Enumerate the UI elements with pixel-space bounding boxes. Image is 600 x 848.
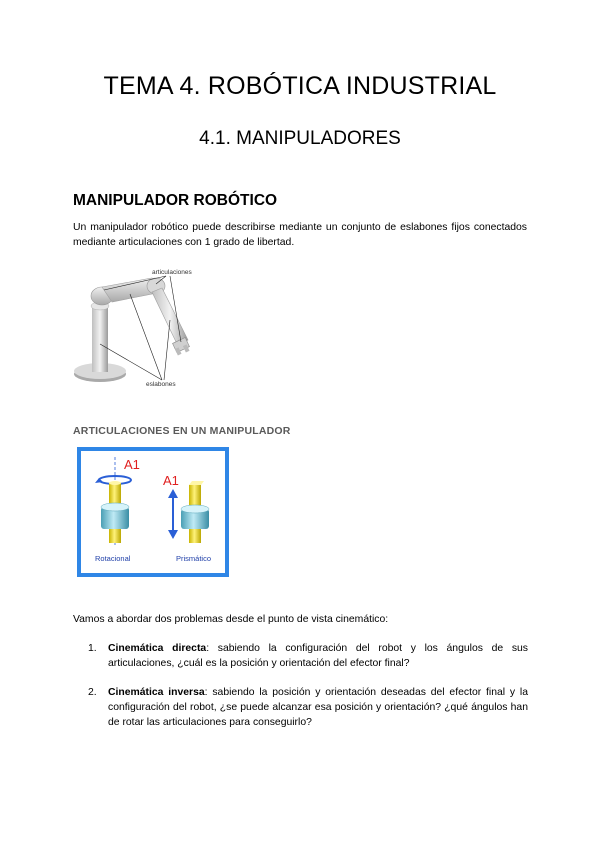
pris-lower-bar (189, 529, 201, 543)
rot-axis-label: A1 (124, 457, 140, 472)
term-cinematica-directa: Cinemática directa (108, 643, 207, 654)
heading-manipulador: MANIPULADOR ROBÓTICO (73, 192, 278, 209)
label-articulaciones: articulaciones (152, 269, 192, 276)
joint-types-figure (77, 447, 229, 577)
list-number: 1. (88, 643, 97, 654)
list-item (88, 685, 528, 730)
problem-description: : sabiendo la configuración del robot y los ángulos de sus articulaciones, ¿cuál es la posición y orientación del efector final? (108, 643, 528, 669)
subheading-articulaciones: ARTICULACIONES EN UN MANIPULADOR (73, 425, 291, 437)
rot-lower-shaft (109, 529, 121, 543)
list-number: 2. (88, 687, 97, 698)
robot-forearm (152, 288, 188, 346)
problem-list-item-1 (88, 641, 528, 671)
robot-arm-figure (70, 262, 220, 392)
list-item (88, 641, 528, 671)
rot-caption: Rotacional (95, 554, 131, 563)
term-cinematica-inversa: Cinemática inversa (108, 687, 205, 698)
section-title: 4.1. MANIPULADORES (199, 128, 401, 149)
intro-paragraph: Un manipulador robótico puede describirse mediante un conjunto de eslabones fijos conectados mediante articulaciones con 1 grado de libertad. (73, 222, 527, 248)
problem-list-item-2 (88, 685, 528, 730)
pris-axis-label: A1 (163, 473, 179, 488)
robot-column (92, 306, 108, 372)
pris-caption: Prismático (176, 554, 212, 563)
page-title: TEMA 4. ROBÓTICA INDUSTRIAL (103, 72, 497, 100)
approach-paragraph: Vamos a abordar dos problemas desde el punto de vista cinemático: (73, 614, 389, 625)
label-eslabones: eslabones (146, 381, 176, 388)
problem-description: : sabiendo la posición y orientación deseadas del efector final y la configuración del robot, ¿se puede alcanzar esa posición y orientación? ¿qué ángulos han de rotar las articulaciones para conseguirlo? (108, 687, 528, 728)
